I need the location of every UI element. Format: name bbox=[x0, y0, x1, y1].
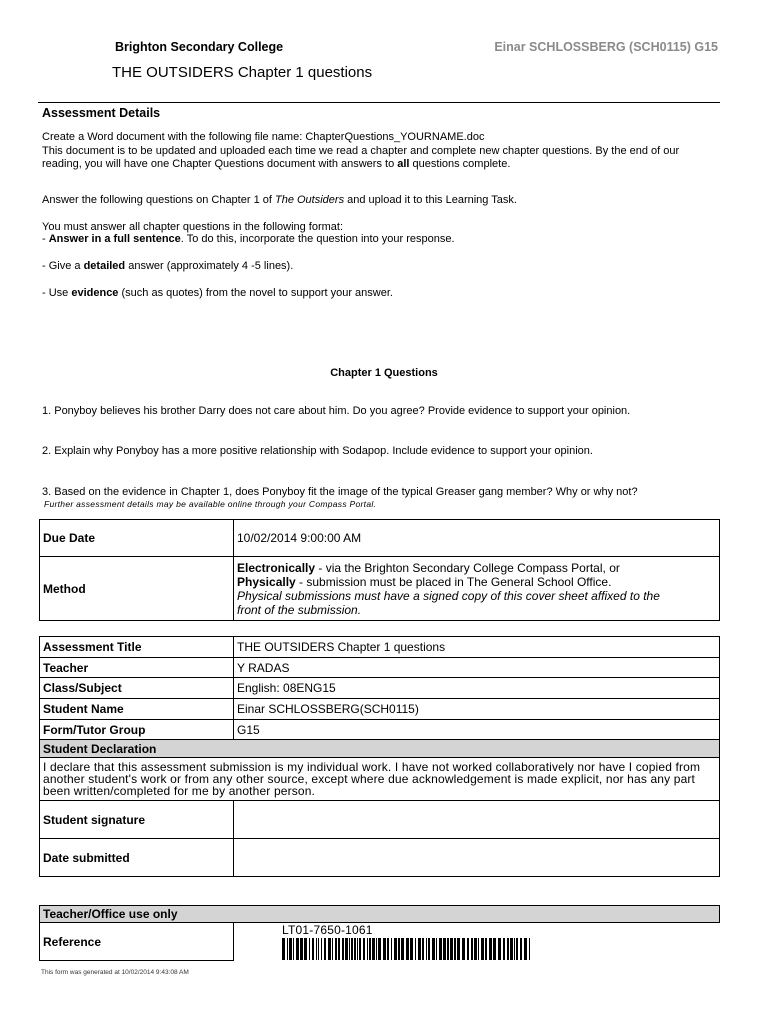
teacher-row bbox=[40, 658, 720, 678]
barcode-image bbox=[282, 938, 532, 960]
barcode-bar bbox=[401, 938, 404, 960]
barcode-bar bbox=[309, 938, 310, 960]
barcode-bar bbox=[391, 938, 392, 960]
barcode-bar bbox=[432, 938, 435, 960]
barcode-bar bbox=[332, 938, 333, 960]
class-value: English: 08ENG15 bbox=[234, 678, 720, 699]
barcode-bar bbox=[318, 938, 319, 960]
barcode-bar bbox=[462, 938, 465, 960]
bullet-1-emphasis: Answer in a full sentence bbox=[48, 233, 181, 245]
barcode-bar bbox=[428, 938, 430, 960]
bullet-2-lead: - Give a bbox=[42, 260, 84, 272]
class-row bbox=[40, 678, 720, 699]
format-bullet-2 bbox=[42, 260, 722, 274]
barcode-bar bbox=[426, 938, 427, 960]
form-group-value: G15 bbox=[234, 720, 720, 740]
barcode-bar bbox=[328, 938, 331, 960]
barcode-bar bbox=[287, 938, 288, 960]
method-physical-label: Physically bbox=[237, 574, 296, 589]
method-row bbox=[40, 557, 720, 621]
bullet-2-text: answer (approximately 4 -5 lines). bbox=[125, 260, 294, 272]
date-submitted-label: Date submitted bbox=[40, 839, 234, 877]
barcode-bar bbox=[422, 938, 424, 960]
teacher-value: Y RADAS bbox=[234, 658, 720, 678]
barcode-bar bbox=[485, 938, 487, 960]
barcode-bar bbox=[467, 938, 469, 960]
date-submitted-row bbox=[40, 839, 720, 877]
declaration-text: I declare that this assessment submission is my individual work. I have not worked collaboratively nor have I copied from another student's work or from any other source, except where due acknowledgement is made explicit, nor has any part been written/completed for me by another person. bbox=[40, 758, 720, 801]
barcode-bar bbox=[376, 938, 377, 960]
barcode-bar bbox=[478, 938, 479, 960]
date-submitted-field[interactable] bbox=[234, 839, 720, 877]
barcode-bar bbox=[367, 938, 368, 960]
barcode-bar bbox=[443, 938, 446, 960]
barcode-bar bbox=[345, 938, 348, 960]
book-title: The Outsiders bbox=[274, 194, 345, 206]
generated-timestamp: This form was generated at 10/02/2014 9:43:08 AM bbox=[41, 969, 189, 976]
method-note-2: front of the submission. bbox=[237, 602, 362, 617]
bullet-3-text: (such as quotes) from the novel to support your answer. bbox=[118, 287, 393, 299]
format-bullet-3 bbox=[42, 287, 722, 301]
barcode-bar bbox=[357, 938, 358, 960]
method-value bbox=[234, 557, 720, 621]
barcode-bar bbox=[300, 938, 303, 960]
method-physical bbox=[237, 575, 716, 589]
page-title: THE OUTSIDERS Chapter 1 questions bbox=[112, 64, 373, 81]
barcode-bar bbox=[418, 938, 421, 960]
due-method-table bbox=[39, 519, 720, 621]
instruction-line-3-end: questions complete. bbox=[409, 158, 511, 170]
barcode-bar bbox=[398, 938, 400, 960]
barcode-bar bbox=[324, 938, 326, 960]
form-group-row bbox=[40, 720, 720, 740]
teacher-label: Teacher bbox=[40, 658, 234, 678]
reference-row bbox=[40, 923, 720, 961]
declaration-heading-row bbox=[40, 740, 720, 758]
barcode-bar bbox=[369, 938, 371, 960]
barcode-bar bbox=[507, 938, 509, 960]
bullet-3-emphasis: evidence bbox=[71, 287, 119, 299]
assessment-title-label: Assessment Title bbox=[40, 637, 234, 658]
barcode-bar bbox=[489, 938, 492, 960]
barcode-bar bbox=[363, 938, 365, 960]
school-name: Brighton Secondary College bbox=[115, 40, 284, 54]
due-date-row bbox=[40, 520, 720, 557]
upload-text-end: and upload it to this Learning Task. bbox=[344, 194, 517, 206]
class-label: Class/Subject bbox=[40, 678, 234, 699]
instruction-line-3-text: reading, you will have one Chapter Questions document with answers to bbox=[42, 158, 398, 170]
instruction-line-3 bbox=[42, 158, 722, 172]
barcode-bar bbox=[359, 938, 361, 960]
barcode-bar bbox=[493, 938, 496, 960]
barcode-bar bbox=[354, 938, 356, 960]
compass-note: Further assessment details may be available online through your Compass Portal. bbox=[44, 499, 377, 509]
signature-label: Student signature bbox=[40, 801, 234, 839]
barcode-bar bbox=[516, 938, 518, 960]
method-electronic-text: - via the Brighton Secondary College Compass Portal, or bbox=[315, 560, 620, 575]
barcode-bar bbox=[524, 938, 527, 960]
barcode-bar bbox=[282, 938, 285, 960]
office-heading: Teacher/Office use only bbox=[40, 906, 720, 923]
office-heading-row bbox=[40, 906, 720, 923]
instruction-line-2: This document is to be updated and uploaded each time we read a chapter and complete new chapter questions. By the end of our bbox=[42, 144, 680, 157]
method-electronic bbox=[237, 561, 716, 575]
signature-field[interactable] bbox=[234, 801, 720, 839]
form-group-label: Form/Tutor Group bbox=[40, 720, 234, 740]
chapter-questions-heading: Chapter 1 Questions bbox=[330, 367, 438, 379]
barcode-bar bbox=[457, 938, 460, 960]
barcode-bar bbox=[316, 938, 317, 960]
barcode-bar bbox=[312, 938, 314, 960]
barcode-bar bbox=[471, 938, 473, 960]
assessment-title-row bbox=[40, 637, 720, 658]
method-physical-text: - submission must be placed in The General School Office. bbox=[295, 574, 612, 589]
barcode-bar bbox=[520, 938, 522, 960]
barcode-bar bbox=[450, 938, 453, 960]
barcode-bar bbox=[529, 938, 530, 960]
barcode-bar bbox=[406, 938, 409, 960]
barcode-bar bbox=[510, 938, 513, 960]
barcode-bar bbox=[335, 938, 337, 960]
barcode-bar bbox=[321, 938, 322, 960]
barcode-bar bbox=[293, 938, 294, 960]
declaration-heading: Student Declaration bbox=[40, 740, 720, 758]
student-name-label: Student Name bbox=[40, 699, 234, 720]
barcode-bar bbox=[338, 938, 340, 960]
barcode-bar bbox=[342, 938, 344, 960]
barcode-bar bbox=[378, 938, 381, 960]
student-name-row bbox=[40, 699, 720, 720]
barcode-bar bbox=[447, 938, 449, 960]
due-date-label: Due Date bbox=[40, 520, 234, 557]
format-bullet-1 bbox=[42, 233, 722, 247]
office-use-table bbox=[39, 905, 720, 961]
barcode-bar bbox=[514, 938, 515, 960]
barcode-bar bbox=[436, 938, 437, 960]
instruction-emphasis-all: all bbox=[397, 158, 410, 170]
bullet-dash: - bbox=[42, 233, 49, 245]
reference-number: LT01-7650-1061 bbox=[282, 923, 373, 937]
barcode-bar bbox=[410, 938, 413, 960]
question-3: 3. Based on the evidence in Chapter 1, does Ponyboy fit the image of the typical Greaser gang member? Why or why not? bbox=[42, 486, 638, 498]
barcode-bar bbox=[394, 938, 397, 960]
reference-label: Reference bbox=[40, 923, 234, 961]
barcode-bar bbox=[498, 938, 501, 960]
student-header: Einar SCHLOSSBERG (SCH0115) G15 bbox=[494, 40, 718, 54]
barcode-bar bbox=[304, 938, 307, 960]
method-electronic-label: Electronically bbox=[237, 560, 316, 575]
header-divider bbox=[38, 102, 720, 103]
upload-text: Answer the following questions on Chapter 1 of bbox=[42, 194, 275, 206]
declaration-row bbox=[40, 758, 720, 801]
method-note-1: Physical submissions must have a signed copy of this cover sheet affixed to the bbox=[237, 588, 660, 603]
assessment-title-value: THE OUTSIDERS Chapter 1 questions bbox=[234, 637, 720, 658]
due-date-value: 10/02/2014 9:00:00 AM bbox=[234, 520, 720, 557]
bullet-2-emphasis: detailed bbox=[83, 260, 126, 272]
filename-instructions bbox=[42, 131, 722, 172]
barcode-bar bbox=[349, 938, 350, 960]
instruction-line-1: Create a Word document with the following file name: ChapterQuestions_YOURNAME.doc bbox=[42, 131, 485, 143]
question-2: 2. Explain why Ponyboy has a more positive relationship with Sodapop. Include evidence to support your opinion. bbox=[42, 445, 593, 457]
barcode-bar bbox=[351, 938, 353, 960]
assessment-info-table bbox=[39, 636, 720, 877]
bullet-1-text: . To do this, incorporate the question into your response. bbox=[180, 233, 455, 245]
barcode-bar bbox=[296, 938, 299, 960]
format-intro: You must answer all chapter questions in the following format: bbox=[42, 221, 344, 233]
assessment-details-heading: Assessment Details bbox=[42, 106, 161, 120]
barcode-bar bbox=[289, 938, 292, 960]
barcode-bar bbox=[383, 938, 386, 960]
student-name-value: Einar SCHLOSSBERG(SCH0115) bbox=[234, 699, 720, 720]
bullet-3-lead: - Use bbox=[42, 287, 72, 299]
barcode-bar bbox=[372, 938, 375, 960]
method-label: Method bbox=[40, 557, 234, 621]
barcode-bar bbox=[503, 938, 505, 960]
signature-row bbox=[40, 801, 720, 839]
barcode-bar bbox=[481, 938, 484, 960]
barcode-bar bbox=[387, 938, 389, 960]
reference-cell bbox=[234, 923, 720, 961]
barcode-bar bbox=[439, 938, 442, 960]
barcode-bar bbox=[415, 938, 416, 960]
question-1: 1. Ponyboy believes his brother Darry does not care about him. Do you agree? Provide evidence to support your opinion. bbox=[42, 405, 631, 417]
barcode-bar bbox=[454, 938, 456, 960]
barcode-bar bbox=[474, 938, 477, 960]
upload-instruction bbox=[42, 194, 722, 208]
